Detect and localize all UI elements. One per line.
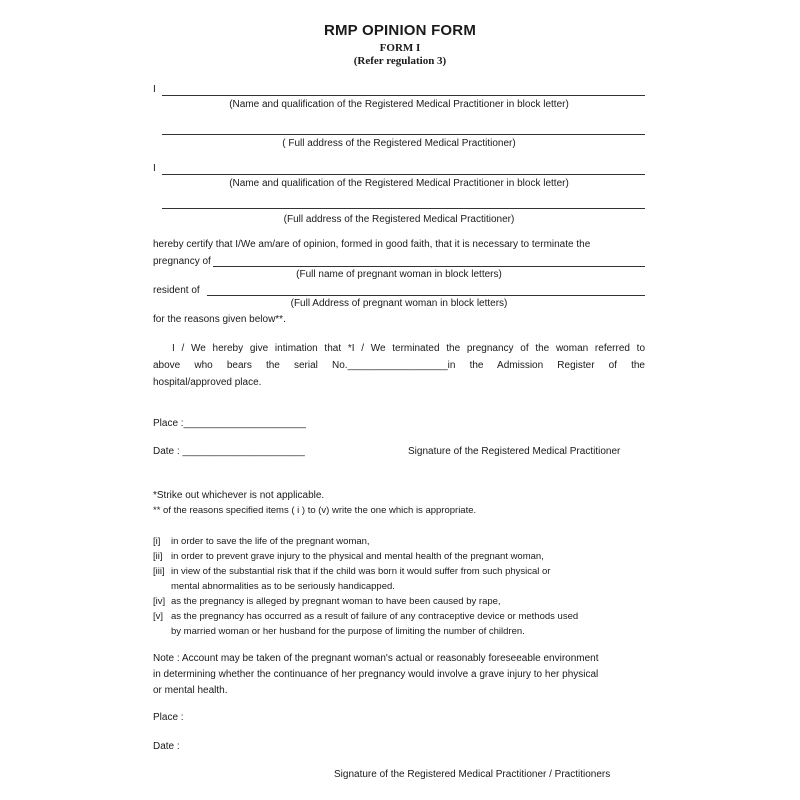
reason-5-text-line-2: by married woman or her husband for the purpose of limiting the number of children. <box>171 626 525 637</box>
block1-address-caption: ( Full address of the Registered Medical Practitioner) <box>282 138 516 149</box>
reason-item-2 <box>153 549 544 564</box>
certify-text: hereby certify that I/We am/are of opinion, formed in good faith, that it is necessary to terminate the <box>153 239 591 250</box>
serial-number-field[interactable]: __________________ <box>347 360 448 371</box>
place-label: Place : <box>153 418 184 429</box>
date2-label: Date : <box>153 741 180 752</box>
intimation-text-b: in the Admission Register of the <box>447 360 645 371</box>
resident-caption: (Full Address of pregnant woman in block letters) <box>290 298 508 309</box>
pregnancy-caption: (Full name of pregnant woman in block letters) <box>296 269 502 280</box>
date-label: Date : <box>153 446 180 457</box>
signature-rmp: Signature of the Registered Medical Practitioner <box>408 446 621 457</box>
pregnant-woman-name-field[interactable] <box>213 266 645 267</box>
block1-name-caption: (Name and qualification of the Registered Medical Practitioner in block letter) <box>229 99 569 110</box>
reason-2-marker: [ii] <box>153 551 163 562</box>
place2-label: Place : <box>153 712 184 723</box>
pregnant-woman-address-field[interactable] <box>207 295 645 296</box>
reason-4-marker: [iv] <box>153 596 166 607</box>
note-line-1: Note : Account may be taken of the pregnant woman's actual or reasonably foreseeable environment <box>153 653 599 664</box>
reason-1-text: in order to save the life of the pregnant woman, <box>171 536 370 547</box>
footnote-reasons: ** of the reasons specified items ( i ) to (v) write the one which is appropriate. <box>153 505 477 516</box>
reason-2-text: in order to prevent grave injury to the physical and mental health of the pregnant woman, <box>171 551 544 562</box>
reason-item-4 <box>153 594 501 609</box>
place-row <box>153 418 306 429</box>
reason-item-3 <box>153 564 550 579</box>
reason-item-5 <box>153 609 578 624</box>
date-row <box>153 446 305 457</box>
note-line-2: in determining whether the continuance of her pregnancy would involve a grave injury to her physical <box>153 669 599 680</box>
reason-5-text-line-1: as the pregnancy has occurred as a result of failure of any contraceptive device or methods used <box>171 611 579 622</box>
form-subtitle: FORM I <box>379 42 421 54</box>
reason-1-marker: [i] <box>153 536 161 547</box>
reason-3-text-line-1: in view of the substantial risk that if the child was born it would suffer from such physical or <box>171 566 551 577</box>
block2-address-field[interactable] <box>162 208 645 209</box>
block2-address-caption: (Full address of the Registered Medical Practitioner) <box>283 214 515 225</box>
intimation-line-3: hospital/approved place. <box>153 377 262 388</box>
intimation-line-1: I / We hereby give intimation that *I / We terminated the pregnancy of the woman referred to <box>172 343 645 354</box>
block2-prefix: I <box>153 163 156 174</box>
reason-3-marker: [iii] <box>153 566 165 577</box>
block2-name-caption: (Name and qualification of the Registered Medical Practitioner in block letter) <box>229 178 569 189</box>
note-line-3: or mental health. <box>153 685 228 696</box>
signature-final: Signature of the Registered Medical Practitioner / Practitioners <box>334 769 611 780</box>
form-regulation: (Refer regulation 3) <box>353 55 447 67</box>
block1-prefix: I <box>153 84 156 95</box>
footnote-strike-out: *Strike out whichever is not applicable. <box>153 490 325 501</box>
reason-4-text: as the pregnancy is alleged by pregnant woman to have been caused by rape, <box>171 596 501 607</box>
resident-label: resident of <box>153 285 200 296</box>
form-title: RMP OPINION FORM <box>323 22 477 39</box>
intimation-line-2 <box>153 357 645 374</box>
reason-3-text-line-2: mental abnormalities as to be seriously handicapped. <box>171 581 395 592</box>
block1-name-field[interactable] <box>162 95 645 96</box>
block1-address-field[interactable] <box>162 134 645 135</box>
reasons-given-text: for the reasons given below**. <box>153 314 286 325</box>
intimation-text-a: above who bears the serial No. <box>153 360 348 371</box>
reason-5-marker: [v] <box>153 611 164 622</box>
place-field[interactable]: ______________________ <box>183 418 306 429</box>
reason-item-1 <box>153 534 370 549</box>
pregnancy-label: pregnancy of <box>153 256 211 267</box>
block2-name-field[interactable] <box>162 174 645 175</box>
date-field[interactable]: ______________________ <box>182 446 305 457</box>
